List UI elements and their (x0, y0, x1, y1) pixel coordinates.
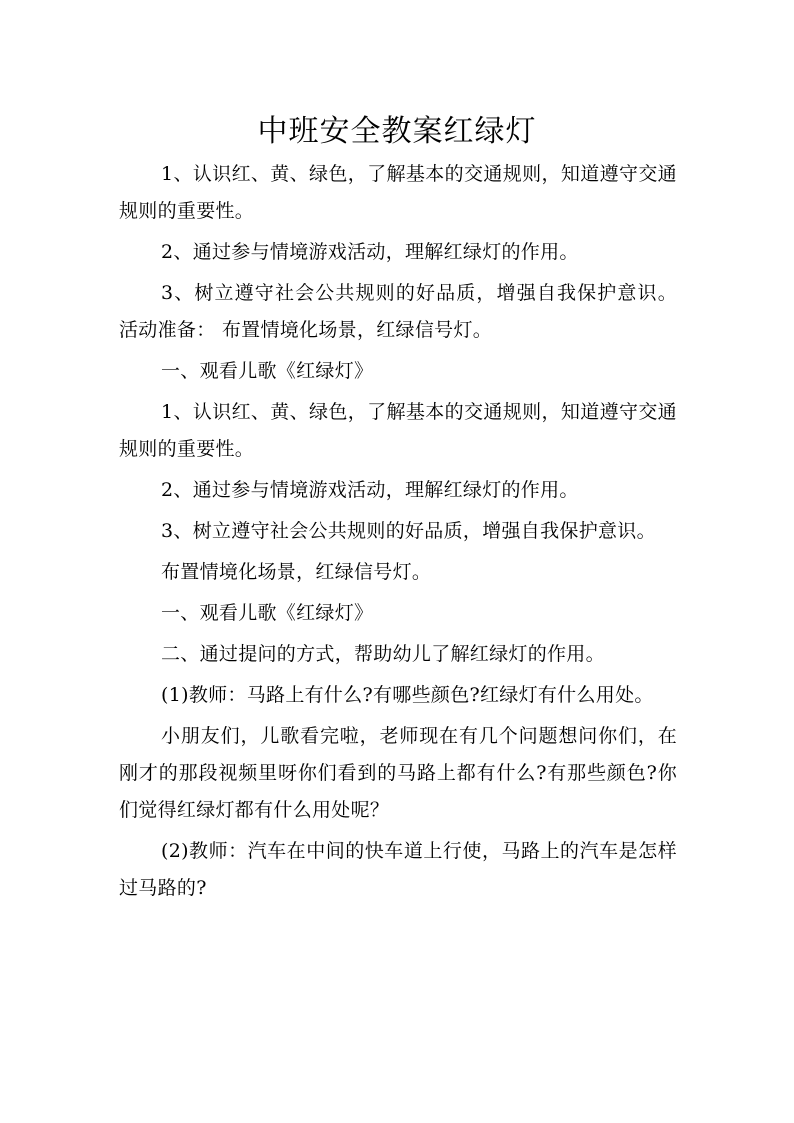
paragraph: 布置情境化场景，红绿信号灯。 (161, 561, 432, 583)
document-title: 中班安全教案红绿灯 (257, 114, 537, 150)
paragraph: (2)教师：汽车在中间的快车道上行使，马路上的汽车是怎样过马路的? (119, 840, 677, 899)
paragraph: 3、树立遵守社会公共规则的好品质，增强自我保护意识。 (161, 520, 656, 542)
paragraph: 1、认识红、黄、绿色，了解基本的交通规则，知道遵守交通规则的重要性。 (119, 163, 677, 222)
paragraph: 1、认识红、黄、绿色，了解基本的交通规则，知道遵守交通规则的重要性。 (119, 401, 677, 460)
paragraph: 一、观看儿歌《红绿灯》 (161, 602, 374, 624)
document-body (119, 156, 677, 907)
paragraph: (1)教师：马路上有什么?有哪些颜色?红绿灯有什么用处。 (161, 684, 654, 706)
paragraph: 小朋友们，儿歌看完啦，老师现在有几个问题想问你们，在刚才的那段视频里呀你们看到的马路上都有什么?有那些颜色?你们觉得红绿灯都有什么用处呢？ (119, 725, 677, 821)
paragraph: 2、通过参与情境游戏活动，理解红绿灯的作用。 (161, 241, 579, 263)
paragraph: 一、观看儿歌《红绿灯》 (161, 360, 374, 382)
paragraph: 2、通过参与情境游戏活动，理解红绿灯的作用。 (161, 479, 579, 501)
paragraph: 3、树立遵守社会公共规则的好品质，增强自我保护意识。 活动准备： 布置情境化场景，红绿信号灯。 (119, 282, 677, 341)
paragraph: 二、通过提问的方式，帮助幼儿了解红绿灯的作用。 (161, 643, 605, 665)
